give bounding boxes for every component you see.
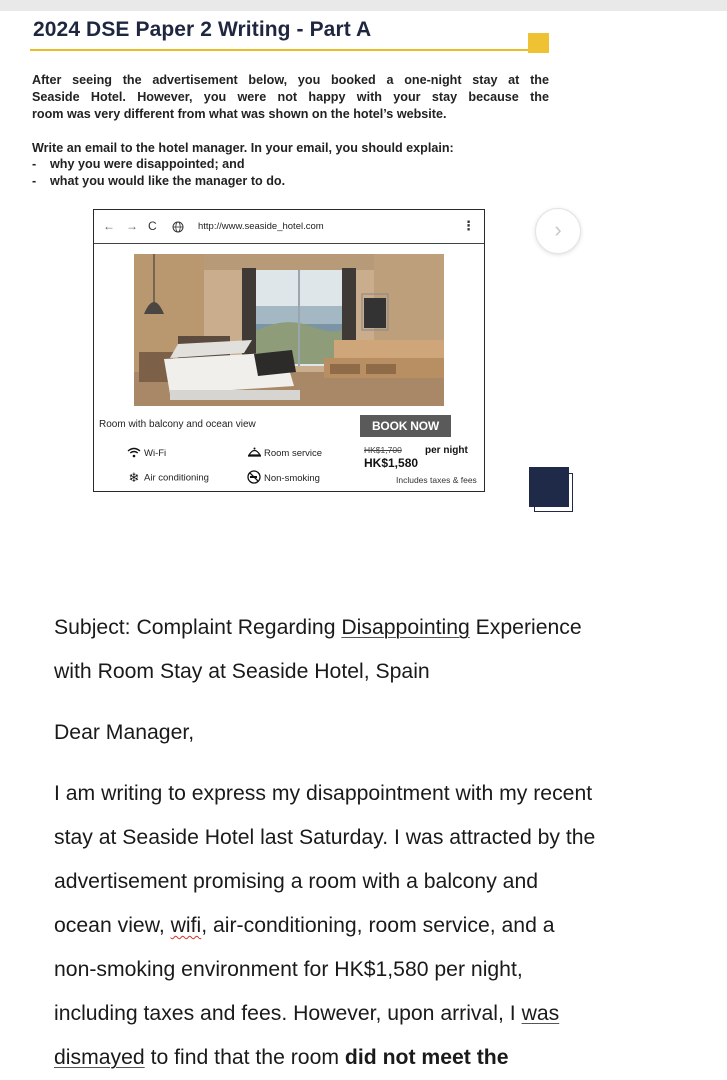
- reload-icon: C: [148, 219, 157, 233]
- snowflake-icon: ❄: [128, 470, 140, 485]
- kebab-menu-icon: ⋮: [462, 218, 475, 233]
- subject-text: Experience: [469, 616, 582, 639]
- email-essay: [54, 606, 694, 1080]
- title-underline: [30, 49, 530, 51]
- current-price: HK$1,580: [364, 456, 419, 470]
- task-instruction: Write an email to the hotel manager. In your email, you should explain:: [32, 141, 454, 155]
- underlined-phrase: dismayed: [54, 1046, 145, 1069]
- subject-line-2: with Room Stay at Seaside Hotel, Spain: [54, 660, 430, 683]
- subject-underlined-word: Disappointing: [341, 616, 470, 639]
- body-line: stay at Seaside Hotel last Saturday. I was attracted by the: [54, 826, 596, 849]
- prompt-text: [32, 72, 549, 123]
- room-caption: Room with balcony and ocean view: [99, 419, 256, 430]
- old-price: HK$1,700: [364, 445, 402, 455]
- globe-icon: [172, 220, 184, 238]
- wifi-icon: [124, 446, 144, 461]
- spellcheck-word: wifi: [170, 914, 202, 937]
- book-now-button[interactable]: BOOK NOW: [360, 415, 451, 437]
- body-text: to find that the room: [144, 1046, 345, 1069]
- paper-title: 2024 DSE Paper 2 Writing - Part A: [33, 18, 372, 41]
- body-line: [54, 1036, 694, 1080]
- next-chevron-button[interactable]: [535, 208, 581, 254]
- amenity-wifi: [124, 446, 166, 461]
- bullet-item: - why you were disappointed; and: [32, 157, 245, 171]
- body-line: non-smoking environment for HK$1,580 per night,: [54, 958, 523, 981]
- url-text: http://www.seaside_hotel.com: [198, 221, 324, 232]
- chevron-right-icon: ›: [554, 217, 562, 242]
- body-text: ocean view,: [54, 914, 171, 937]
- body-line: [54, 992, 694, 1036]
- back-arrow-icon: ←: [103, 219, 115, 233]
- prompt-line: room was very different from what was shown on the hotel’s website.: [32, 107, 447, 121]
- bullet-item: - what you would like the manager to do.: [32, 174, 286, 188]
- decorative-navy-outline: [534, 473, 573, 512]
- amenity-label: Wi-Fi: [144, 448, 167, 460]
- no-smoking-icon: [244, 470, 264, 487]
- per-night-label: per night: [425, 445, 468, 456]
- advert-browser-window: [93, 209, 485, 492]
- body-line: [54, 904, 694, 948]
- underlined-phrase: was: [521, 1002, 560, 1025]
- bullet-text: why you were disappointed; and: [50, 157, 245, 171]
- body-line: advertisement promising a room with a balcony and: [54, 870, 539, 893]
- title-accent-square: [528, 33, 549, 53]
- body-text: , air-conditioning, room service, and a: [201, 914, 555, 937]
- subject-line: [54, 606, 694, 650]
- forward-arrow-icon: →: [126, 219, 138, 233]
- bullet-text: what you would like the manager to do.: [50, 174, 286, 188]
- greeting: Dear Manager,: [54, 721, 195, 744]
- top-band: [0, 0, 727, 11]
- prompt-line: Seaside Hotel. However, you were not happy with your stay because the: [32, 90, 549, 104]
- amenity-label: Room service: [264, 448, 323, 460]
- hotel-room-photo: [134, 254, 444, 406]
- amenity-label: Air conditioning: [144, 472, 209, 484]
- taxes-note: Includes taxes & fees: [396, 475, 477, 485]
- body-paragraph: [54, 772, 694, 1080]
- body-line: I am writing to express my disappointment with my recent: [54, 782, 593, 805]
- prompt-line: After seeing the advertisement below, you booked a one-night stay at the: [32, 73, 549, 87]
- amenity-label: Non-smoking: [264, 473, 320, 485]
- bold-phrase: did not meet the: [344, 1046, 509, 1069]
- body-text: including taxes and fees. However, upon arrival, I: [54, 1002, 522, 1025]
- subject-text: Subject: Complaint Regarding: [54, 616, 342, 639]
- address-bar: [94, 210, 484, 244]
- room-service-icon: [244, 446, 264, 461]
- amenity-air-conditioning: [124, 470, 209, 486]
- amenity-non-smoking: [244, 470, 320, 487]
- amenity-room-service: [244, 446, 322, 461]
